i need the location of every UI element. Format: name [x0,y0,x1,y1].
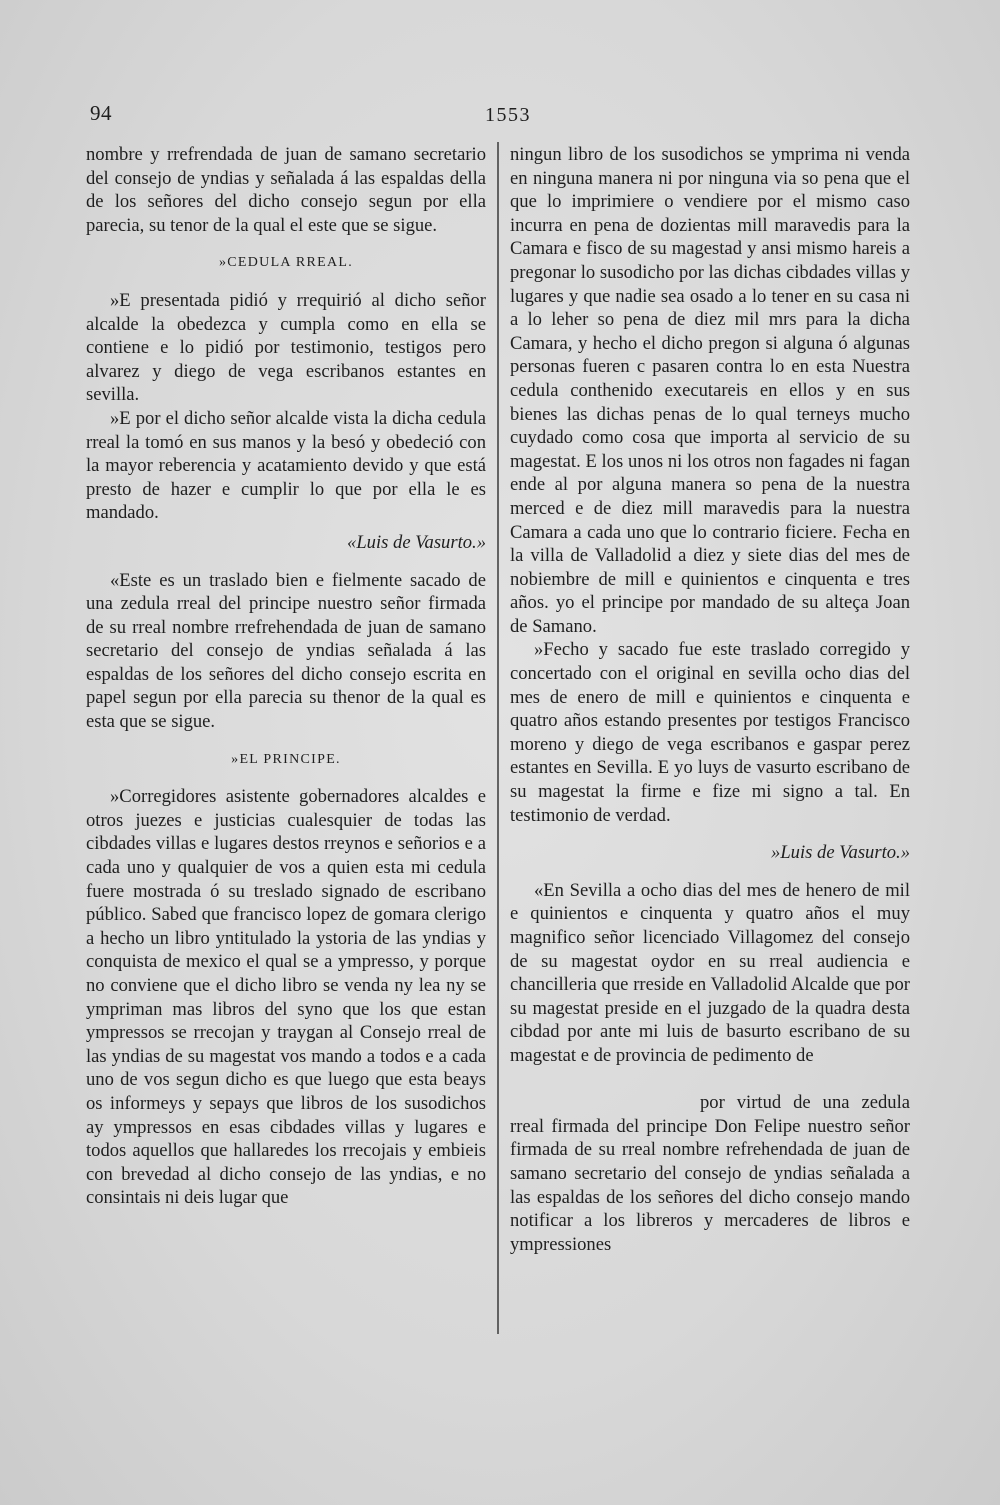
paragraph: por virtud de una zedula rreal firmada del principe Don Felipe nuestro señor firmada de su rreal nombre refrehendada de juan de samano secretario del consejo de yndias señalada a las espaldas de los señores del dicho consejo mando notificar a los libreros y mercaderes de libros e ympressiones [510,1092,910,1255]
right-text-column [510,143,910,1256]
paragraph: ningun libro de los susodichos se ymprima ni venda en ninguna manera ni por ninguna via so pena que el que lo imprimiere o vendiere por el mismo caso incurra en pena de dozientas mill maravedis para la Camara e fisco de su magestad y ansi mismo hareis a pregonar lo susodicho por las dichas cibdades villas y lugares y que nadie sea osado a lo tener en su casa ni a lo leher so pena de diez mil mrs para la dicha Camara, y hecho el dicho pregon si alguna ó algunas personas fueren c pasaren contra lo en esta Nuestra cedula conthenido executareis en ellos y en sus bienes las dichas penas de lo qual terneys mucho cuydado como cosa que importa al servicio de su magestat. E los unos ni los otros non fagades ni fagan ende al por alguna manera so pena de la nuestra merced e de diez mill maravedis para la nuestra Camara a cada uno que lo contrario ficiere. Fecha en la villa de Valladolid a diez y siete dias del mes de nobiembre de mill e quinientos e cinquenta e tres años. yo el principe por mandado de su alteça Joan de Samano. [510,144,910,637]
paragraph: «Este es un traslado bien e fielmente sacado de una zedula rreal del principe nuestro señor firmada de su rreal nombre rrefrehendada de juan de samano secretario del consejo de yndias señalada á las espaldas de los señores del dicho consejo escrita en papel segun por ella parecia su thenor de la qual es esta que se sigue. [86,569,486,733]
paragraph: «En Sevilla a ocho dias del mes de henero de mil e quinientos e cinquenta y quatro años el muy magnifico señor licenciado Villagomez del consejo de su magestat oydor en su rreal audiencia e chancilleria que rreside en Valladolid Alcalde que por su magestat preside en el juzgado de la quadra desta cibdad por ante mi luis de basurto escribano de su magestat e de provincia de pedimento de [510,879,910,1066]
signature-line: «Luis de Vasurto.» [347,531,486,553]
paragraph: »Corregidores asistente gobernadores alcaldes e otros juezes e justicias cualesquier de todas las cibdades villas e lugares destos rreynos e señorios e a cada uno y qualquier de vos a quien esta mi cedula fuere mostrada ó su treslado signado de escribano público. Sabed que francisco lopez de gomara clerigo a hecho un libro yntitulado la ystoria de las yndias y conquista de mexico el qual se a ympresso, y porque no conviene que el dicho libro se venda ny lea ny se ympriman mas libros del syno que los que estan ympressos se rrecojan y traygan al Consejo rreal de las yndias de su magestat vos mando a todos e a cada uno de vos segun dicho es que luego que esta beays os informeys y sepays que libros de los susodichos ay ympressos en esas cibdades villas y lugares e todos aquellos que hallaredes los rrecojais y embieis con brevedad al dicho consejo de las yndias, e no consintais ni deis lugar que [86,786,486,1209]
signature-line: »Luis de Vasurto.» [771,842,910,864]
page-number: 94 [90,101,112,125]
paragraph: nombre y rrefrendada de juan de samano secretario del consejo de yndias y señalada á las espaldas della de los señores del dicho consejo segun por ella parecia, su tenor de la qual el este que se sigue. [86,144,486,236]
paragraph: »E por el dicho señor alcalde vista la dicha cedula rreal la tomó en sus manos y la besó y obedeció con la mayor reberencia y acatamiento devido y que está presto de hazer e cumplir lo que por ella le es mandado. [86,407,486,524]
section-heading: »CEDULA RREAL. [218,255,354,271]
column-divider [497,142,499,1334]
left-text-column [86,143,486,1210]
section-heading: »EL PRINCIPE. [231,751,341,767]
paragraph: »Fecho y sacado fue este traslado corregido y concertado con el original en sevilla ocho dias del mes de enero de mill e quinientos e cinquenta e quatro años estando presentes por testigos Francisco moreno y diego de vega escribanos e gaspar perez estantes en Sevilla. E yo luys de vasurto escribano de su magestat la firme e fize mi signo a tal. En testimonio de verdad. [510,639,910,826]
blank-space [510,1068,910,1092]
page-year-header: 1553 [485,104,531,126]
paragraph: »E presentada pidió y rrequirió al dicho señor alcalde la obedezca y cumpla como en ella se contiene e lo pidió por testimonio, testigos pero alvarez y diego de vega escribanos estantes en sevilla. [86,289,486,406]
